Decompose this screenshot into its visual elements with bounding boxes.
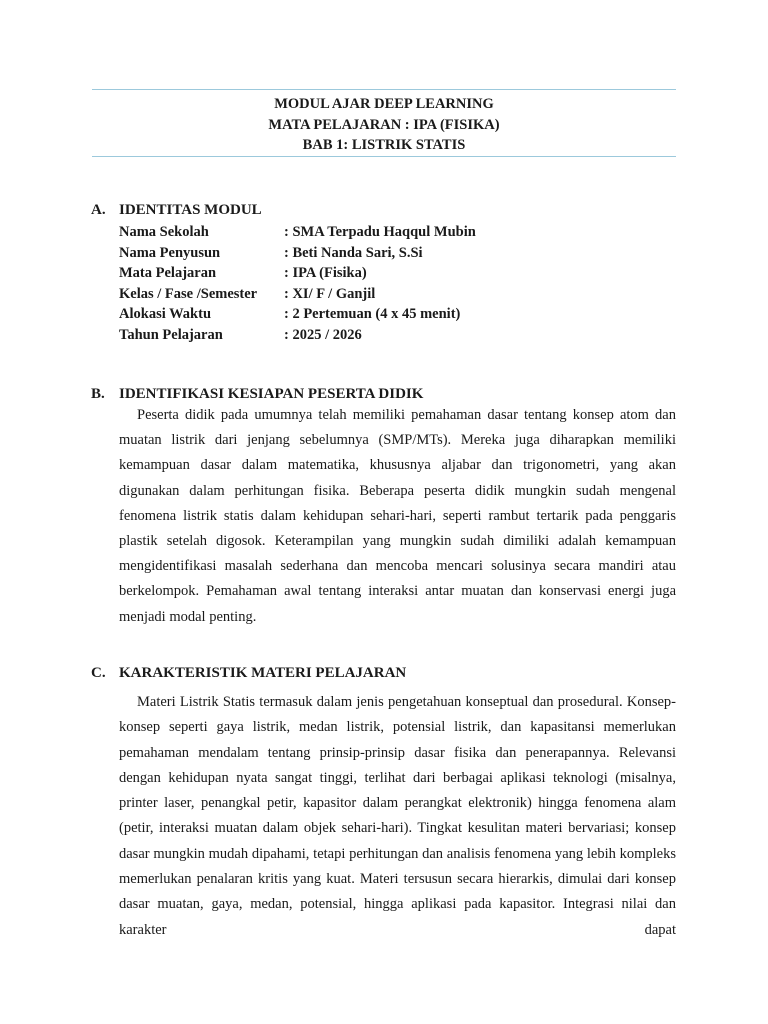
section-b-letter: B.	[91, 386, 105, 402]
section-b-text: Peserta didik pada umumnya telah memiliki pemahaman dasar tentang konsep atom dan muatan listrik dari jenjang sebelumnya (SMP/MTs). Mereka juga diharapkan memiliki kemampuan dasar dalam matematika, khususnya aljabar dan trigonometri, yang akan digunakan dalam perhitungan fisika. Beberapa peserta didik mungkin sudah mengenal fenomena listrik statis dalam kehidupan sehari-hari, seperti rambut tertarik pada penggaris plastik setelah digosok. Keterampilan yang mungkin sudah dimiliki adalah kemampuan mengidentifikasi masalah sederhana dan mencoba mencari solusinya secara mandiri atau berkelompok. Pemahaman awal tentang interaksi antar muatan dan konservasi energi juga menjadi modal penting.	[119, 407, 676, 625]
identity-value: : Beti Nanda Sari, S.Si	[284, 244, 423, 261]
identity-label: Mata Pelajaran	[119, 265, 217, 281]
document-title: MODUL AJAR DEEP LEARNING	[274, 96, 494, 112]
section-c-heading	[91, 663, 406, 683]
chapter-line: BAB 1: LISTRIK STATIS	[302, 137, 466, 153]
identity-value: : SMA Terpadu Haqqul Mubin	[284, 224, 476, 240]
section-a-letter: A.	[91, 202, 106, 218]
identity-label: Nama Penyusun	[119, 244, 221, 261]
identity-value: : IPA (Fisika)	[284, 265, 367, 281]
document-title-block	[92, 94, 676, 156]
subject-line: MATA PELAJARAN : IPA (FISIKA)	[268, 116, 500, 133]
identity-value: : 2025 / 2026	[284, 326, 362, 343]
section-a-heading	[91, 200, 262, 220]
section-a-title: IDENTITAS MODUL	[119, 202, 262, 218]
identity-value: : 2 Pertemuan (4 x 45 menit)	[284, 306, 461, 322]
section-c-text: Materi Listrik Statis termasuk dalam jenis pengetahuan konseptual dan prosedural. Konsep-konsep seperti gaya listrik, medan listrik, potensial listrik, dan kapasitansi memerlukan pemahaman mendalam tentang prinsip-prinsip dasar fisika dan penerapannya. Relevansi dengan kehidupan nyata sangat tinggi, terlihat dari berbagai aplikasi teknologi (misalnya, printer laser, penangkal petir, kapasitor dalam perangkat elektronik) hingga fenomena alam (petir, interaksi muatan dalam objek sehari-hari). Tingkat kesulitan materi bervariasi; konsep dasar mungkin mudah dipahami, tetapi perhitungan dan analisis fenomena yang lebih kompleks memerlukan penalaran kritis yang kuat. Materi tersusun secara hierarkis, dimulai dari konsep dasar muatan, gaya, medan, potensial, hingga aplikasi pada kapasitor. Integrasi nilai dan karakter dapat	[119, 694, 676, 938]
section-b-heading	[91, 384, 423, 404]
identity-label: Alokasi Waktu	[119, 306, 212, 322]
identity-label: Nama Sekolah	[119, 224, 209, 240]
header-bottom-rule	[92, 156, 676, 157]
identity-value: : XI/ F / Ganjil	[284, 285, 376, 302]
identity-label: Tahun Pelajaran	[119, 326, 223, 343]
identity-label: Kelas / Fase /Semester	[119, 285, 258, 302]
section-b-paragraph	[119, 403, 676, 630]
section-c-letter: C.	[91, 665, 106, 681]
header-top-rule	[92, 89, 676, 90]
section-c-title: KARAKTERISTIK MATERI PELAJARAN	[119, 665, 407, 681]
section-c-paragraph	[119, 690, 676, 943]
section-b-title: IDENTIFIKASI KESIAPAN PESERTA DIDIK	[119, 386, 424, 402]
